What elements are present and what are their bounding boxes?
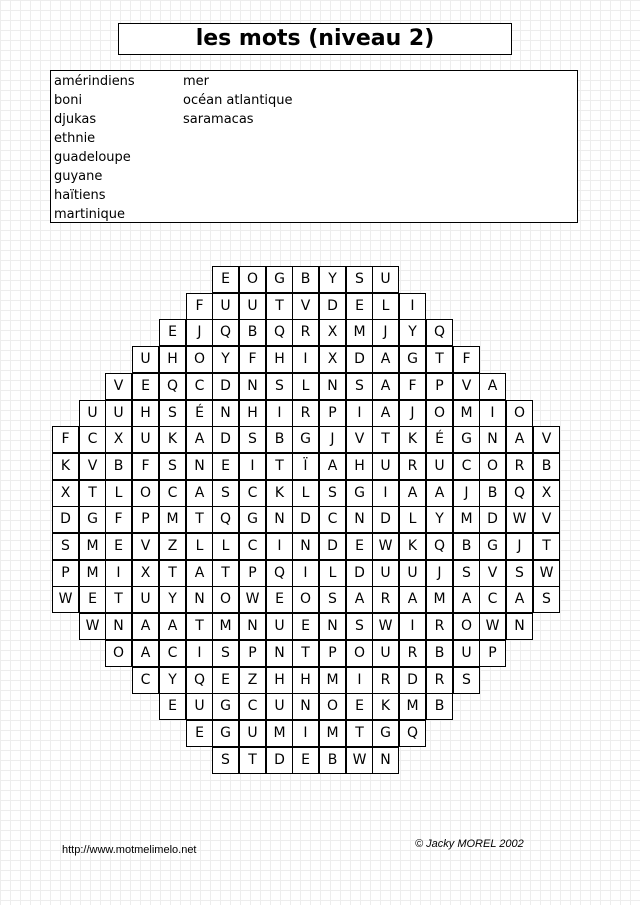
grid-cell[interactable]: M [346,319,373,346]
grid-cell[interactable]: E [212,266,239,293]
grid-cell[interactable]: V [132,533,159,560]
grid-cell[interactable]: F [453,346,480,373]
grid-cell[interactable]: Q [159,373,186,400]
grid-cell[interactable]: U [426,453,453,480]
grid-cell[interactable]: N [372,747,399,774]
grid-cell[interactable]: S [212,747,239,774]
grid-cell[interactable]: E [212,667,239,694]
grid-cell[interactable]: I [292,720,319,747]
grid-cell[interactable]: Q [212,319,239,346]
grid-cell[interactable]: G [292,426,319,453]
grid-cell[interactable]: S [159,400,186,427]
grid-cell[interactable]: N [266,640,293,667]
grid-cell[interactable]: E [292,747,319,774]
grid-cell[interactable]: D [212,426,239,453]
grid-cell[interactable]: G [479,533,506,560]
grid-cell[interactable]: D [212,373,239,400]
grid-cell[interactable]: T [79,480,106,507]
grid-cell[interactable]: M [79,560,106,587]
grid-cell[interactable]: K [399,426,426,453]
grid-cell[interactable]: I [266,533,293,560]
grid-cell[interactable]: T [533,533,560,560]
grid-cell[interactable]: N [479,426,506,453]
grid-cell[interactable]: I [266,400,293,427]
grid-cell[interactable]: U [239,720,266,747]
grid-cell[interactable]: T [266,293,293,320]
grid-cell[interactable]: L [212,533,239,560]
grid-cell[interactable]: S [506,560,533,587]
grid-cell[interactable]: J [186,319,213,346]
grid-cell[interactable]: G [372,720,399,747]
grid-cell[interactable]: M [453,506,480,533]
grid-cell[interactable]: T [186,506,213,533]
grid-cell[interactable]: C [159,640,186,667]
grid-cell[interactable]: U [105,400,132,427]
grid-cell[interactable]: F [239,346,266,373]
grid-cell[interactable]: N [319,373,346,400]
grid-cell[interactable]: H [266,667,293,694]
grid-cell[interactable]: G [239,506,266,533]
grid-cell[interactable]: I [105,560,132,587]
grid-cell[interactable]: E [346,293,373,320]
grid-cell[interactable]: O [479,453,506,480]
grid-cell[interactable]: G [399,346,426,373]
grid-cell[interactable]: S [453,560,480,587]
copyright-notice: © Jacky MOREL 2002 [415,838,524,850]
grid-cell[interactable]: J [426,560,453,587]
grid-cell[interactable]: F [132,453,159,480]
grid-cell[interactable]: S [346,266,373,293]
grid-cell[interactable]: O [426,400,453,427]
grid-cell[interactable]: T [186,613,213,640]
grid-cell[interactable]: M [319,720,346,747]
website-url: http://www.motmelimelo.net [62,844,197,856]
grid-cell[interactable]: A [479,373,506,400]
grid-cell[interactable]: V [453,373,480,400]
grid-cell[interactable]: S [319,586,346,613]
grid-cell[interactable]: N [239,613,266,640]
grid-cell[interactable]: M [319,667,346,694]
word-list [50,70,578,223]
grid-cell[interactable]: O [105,640,132,667]
grid-cell[interactable]: W [479,613,506,640]
grid-cell[interactable]: W [239,586,266,613]
grid-cell[interactable]: I [239,453,266,480]
grid-cell[interactable]: T [292,640,319,667]
grid-cell[interactable]: N [186,586,213,613]
grid-cell[interactable]: A [186,480,213,507]
grid-cell[interactable]: N [212,400,239,427]
grid-cell[interactable]: A [399,480,426,507]
grid-cell[interactable]: S [346,613,373,640]
grid-cell[interactable]: A [372,373,399,400]
grid-cell[interactable]: G [212,693,239,720]
word-item: martinique [54,207,126,222]
grid-cell[interactable]: D [319,533,346,560]
grid-cell[interactable]: E [105,533,132,560]
grid-cell[interactable]: J [372,319,399,346]
grid-cell[interactable]: U [372,266,399,293]
grid-cell[interactable]: I [479,400,506,427]
grid-cell[interactable]: A [132,613,159,640]
grid-cell[interactable]: W [346,747,373,774]
grid-cell[interactable]: N [266,506,293,533]
grid-cell[interactable]: C [159,480,186,507]
grid-cell[interactable]: X [132,560,159,587]
word-item: haïtiens [54,188,106,203]
word-list-column-1 [54,72,135,224]
grid-cell[interactable]: P [479,640,506,667]
word-item: djukas [54,112,97,127]
grid-cell[interactable]: Q [266,560,293,587]
grid-cell[interactable]: B [266,426,293,453]
grid-cell[interactable]: D [319,293,346,320]
word-item: ethnie [54,131,96,146]
puzzle-title: les mots (niveau 2) [118,23,512,55]
grid-cell[interactable]: C [479,586,506,613]
grid-cell[interactable]: S [212,640,239,667]
grid-cell[interactable]: R [292,319,319,346]
grid-cell[interactable]: W [533,560,560,587]
grid-cell[interactable]: G [346,480,373,507]
grid-cell[interactable]: E [186,720,213,747]
grid-cell[interactable]: O [292,586,319,613]
grid-cell[interactable]: B [533,453,560,480]
grid-cell[interactable]: V [105,373,132,400]
grid-cell[interactable]: V [479,560,506,587]
grid-cell[interactable]: W [79,613,106,640]
grid-cell[interactable]: B [453,533,480,560]
grid-cell[interactable]: S [212,480,239,507]
grid-cell[interactable]: I [399,293,426,320]
grid-cell[interactable]: K [372,693,399,720]
grid-cell[interactable]: A [506,586,533,613]
grid-cell[interactable]: Q [186,667,213,694]
grid-cell[interactable]: B [239,319,266,346]
grid-cell[interactable]: B [319,747,346,774]
grid-cell[interactable]: S [346,373,373,400]
grid-cell[interactable]: R [372,667,399,694]
grid-cell[interactable]: F [399,373,426,400]
grid-cell[interactable]: A [506,426,533,453]
grid-cell[interactable]: Y [319,266,346,293]
grid-cell[interactable]: O [239,266,266,293]
grid-cell[interactable]: L [372,293,399,320]
grid-cell[interactable]: S [453,667,480,694]
grid-cell[interactable]: E [292,613,319,640]
grid-cell[interactable]: K [52,453,79,480]
grid-cell[interactable]: R [399,640,426,667]
grid-cell[interactable]: C [319,506,346,533]
grid-cell[interactable]: D [266,747,293,774]
grid-cell[interactable]: H [159,346,186,373]
grid-cell[interactable]: D [479,506,506,533]
grid-cell[interactable]: I [292,346,319,373]
grid-cell[interactable]: U [132,346,159,373]
grid-cell[interactable]: H [239,400,266,427]
grid-cell[interactable]: É [426,426,453,453]
word-item: boni [54,93,83,108]
grid-cell[interactable]: U [186,693,213,720]
grid-cell[interactable]: J [399,400,426,427]
grid-cell[interactable]: U [453,640,480,667]
grid-cell[interactable]: I [346,400,373,427]
grid-cell[interactable]: N [319,613,346,640]
grid-cell[interactable]: B [105,453,132,480]
grid-cell[interactable]: V [533,426,560,453]
grid-cell[interactable]: Q [212,506,239,533]
grid-cell[interactable]: N [186,453,213,480]
grid-cell[interactable]: H [292,667,319,694]
grid-cell[interactable]: I [186,640,213,667]
grid-cell[interactable]: C [132,667,159,694]
grid-cell[interactable]: L [292,373,319,400]
grid-cell[interactable]: Y [426,506,453,533]
grid-cell[interactable]: G [266,266,293,293]
grid-cell[interactable]: W [52,586,79,613]
grid-cell[interactable]: Q [399,720,426,747]
grid-cell[interactable]: I [399,613,426,640]
grid-cell[interactable]: E [159,693,186,720]
grid-cell[interactable]: X [533,480,560,507]
grid-cell[interactable]: N [346,506,373,533]
grid-cell[interactable]: C [453,453,480,480]
grid-cell[interactable]: A [372,400,399,427]
grid-cell[interactable]: R [399,453,426,480]
grid-cell[interactable]: A [426,480,453,507]
grid-cell[interactable]: E [212,453,239,480]
grid-cell[interactable]: A [132,640,159,667]
grid-cell[interactable]: J [319,426,346,453]
grid-cell[interactable]: X [319,319,346,346]
grid-cell[interactable]: N [239,373,266,400]
grid-cell[interactable]: U [79,400,106,427]
grid-cell[interactable]: G [453,426,480,453]
grid-cell[interactable]: L [186,533,213,560]
grid-cell[interactable]: L [399,506,426,533]
grid-cell[interactable]: A [372,346,399,373]
grid-cell[interactable]: T [266,453,293,480]
grid-cell[interactable]: B [426,693,453,720]
grid-cell[interactable]: D [399,667,426,694]
grid-cell[interactable]: E [346,693,373,720]
grid-cell[interactable]: Ï [292,453,319,480]
grid-cell[interactable]: Y [159,667,186,694]
grid-cell[interactable]: J [453,480,480,507]
grid-cell[interactable]: K [399,533,426,560]
grid-cell[interactable]: D [346,560,373,587]
grid-cell[interactable]: D [52,506,79,533]
grid-cell[interactable]: Y [399,319,426,346]
grid-cell[interactable]: S [533,586,560,613]
grid-cell[interactable]: E [346,533,373,560]
grid-cell[interactable]: O [132,480,159,507]
grid-cell[interactable]: P [319,640,346,667]
grid-cell[interactable]: U [132,586,159,613]
grid-cell[interactable]: T [105,586,132,613]
grid-cell[interactable]: O [506,400,533,427]
grid-cell[interactable]: Q [426,319,453,346]
grid-cell[interactable]: U [212,293,239,320]
grid-cell[interactable]: V [346,426,373,453]
grid-cell[interactable]: O [212,586,239,613]
grid-cell[interactable]: X [52,480,79,507]
grid-cell[interactable]: U [372,453,399,480]
word-list-column-2 [183,72,293,129]
grid-cell[interactable]: I [372,480,399,507]
grid-cell[interactable]: O [346,640,373,667]
grid-cell[interactable]: O [453,613,480,640]
grid-cell[interactable]: X [105,426,132,453]
grid-cell[interactable]: P [52,560,79,587]
grid-cell[interactable]: N [292,693,319,720]
grid-cell[interactable]: E [159,319,186,346]
grid-cell[interactable]: K [266,480,293,507]
grid-cell[interactable]: C [239,693,266,720]
grid-cell[interactable]: A [453,586,480,613]
grid-cell[interactable]: L [105,480,132,507]
grid-cell[interactable]: Z [239,667,266,694]
grid-cell[interactable]: M [159,506,186,533]
grid-cell[interactable]: A [319,453,346,480]
word-item: amérindiens [54,74,135,89]
grid-cell[interactable]: Q [426,533,453,560]
grid-cell[interactable]: M [212,613,239,640]
word-item: guyane [54,169,103,184]
grid-cell[interactable]: F [186,293,213,320]
grid-cell[interactable]: G [212,720,239,747]
grid-cell[interactable]: B [479,480,506,507]
grid-cell[interactable]: O [319,693,346,720]
grid-cell[interactable]: A [186,560,213,587]
grid-cell[interactable]: H [346,453,373,480]
grid-cell[interactable]: C [239,533,266,560]
grid-cell[interactable]: U [266,693,293,720]
grid-cell[interactable]: T [239,747,266,774]
grid-cell[interactable]: W [372,533,399,560]
word-item: guadeloupe [54,150,131,165]
grid-cell[interactable]: Q [266,319,293,346]
grid-cell[interactable]: A [186,426,213,453]
grid-cell[interactable]: Z [159,533,186,560]
grid-cell[interactable]: O [186,346,213,373]
grid-cell[interactable]: T [426,346,453,373]
grid-cell[interactable]: É [186,400,213,427]
grid-cell[interactable]: B [426,640,453,667]
grid-cell[interactable]: S [266,373,293,400]
grid-cell[interactable]: C [186,373,213,400]
grid-cell[interactable]: M [399,693,426,720]
grid-cell[interactable]: E [266,586,293,613]
grid-cell[interactable]: Q [506,480,533,507]
grid-cell[interactable]: H [132,400,159,427]
grid-cell[interactable]: C [239,480,266,507]
grid-cell[interactable]: S [52,533,79,560]
grid-cell[interactable]: L [292,480,319,507]
grid-cell[interactable]: M [426,586,453,613]
grid-cell[interactable]: X [319,346,346,373]
grid-cell[interactable]: C [79,426,106,453]
grid-cell[interactable]: N [506,613,533,640]
grid-cell[interactable]: M [79,533,106,560]
grid-cell[interactable]: N [105,613,132,640]
grid-cell[interactable]: K [159,426,186,453]
grid-cell[interactable]: S [319,480,346,507]
grid-cell[interactable]: R [426,667,453,694]
grid-cell[interactable]: J [506,533,533,560]
grid-cell[interactable]: B [292,266,319,293]
grid-cell[interactable]: E [79,586,106,613]
grid-cell[interactable]: F [105,506,132,533]
grid-cell[interactable]: P [239,640,266,667]
grid-cell[interactable]: I [346,667,373,694]
word-item: saramacas [183,112,254,127]
grid-cell[interactable]: A [399,586,426,613]
grid-cell[interactable]: D [372,506,399,533]
grid-cell[interactable]: P [239,560,266,587]
grid-cell[interactable]: E [132,373,159,400]
grid-cell[interactable]: U [372,640,399,667]
grid-cell[interactable]: I [292,560,319,587]
grid-cell[interactable]: V [79,453,106,480]
grid-cell[interactable]: R [372,586,399,613]
grid-cell[interactable]: T [159,560,186,587]
grid-cell[interactable]: H [266,346,293,373]
grid-cell[interactable]: D [292,506,319,533]
grid-cell[interactable]: M [453,400,480,427]
grid-cell[interactable]: U [372,560,399,587]
grid-cell[interactable]: R [292,400,319,427]
grid-cell[interactable]: V [292,293,319,320]
grid-cell[interactable]: Y [212,346,239,373]
grid-cell[interactable]: T [212,560,239,587]
grid-cell[interactable]: W [506,506,533,533]
grid-cell[interactable]: D [346,346,373,373]
grid-cell[interactable]: L [319,560,346,587]
grid-cell[interactable]: U [266,613,293,640]
grid-cell[interactable]: S [159,453,186,480]
grid-cell[interactable]: U [132,426,159,453]
grid-cell[interactable]: Y [159,586,186,613]
grid-cell[interactable]: P [319,400,346,427]
grid-cell[interactable]: U [239,293,266,320]
grid-cell[interactable]: W [372,613,399,640]
grid-cell[interactable]: A [159,613,186,640]
grid-cell[interactable]: U [399,560,426,587]
grid-cell[interactable]: M [266,720,293,747]
word-item: mer [183,74,210,89]
grid-cell[interactable]: V [533,506,560,533]
grid-cell[interactable]: T [372,426,399,453]
grid-cell[interactable]: P [132,506,159,533]
grid-cell[interactable]: R [506,453,533,480]
grid-cell[interactable]: G [79,506,106,533]
grid-cell[interactable]: P [426,373,453,400]
word-item: océan atlantique [183,93,293,108]
grid-cell[interactable]: S [239,426,266,453]
grid-cell[interactable]: R [426,613,453,640]
grid-cell[interactable]: F [52,426,79,453]
grid-cell[interactable]: N [292,533,319,560]
grid-cell[interactable]: A [346,586,373,613]
grid-cell[interactable]: T [346,720,373,747]
